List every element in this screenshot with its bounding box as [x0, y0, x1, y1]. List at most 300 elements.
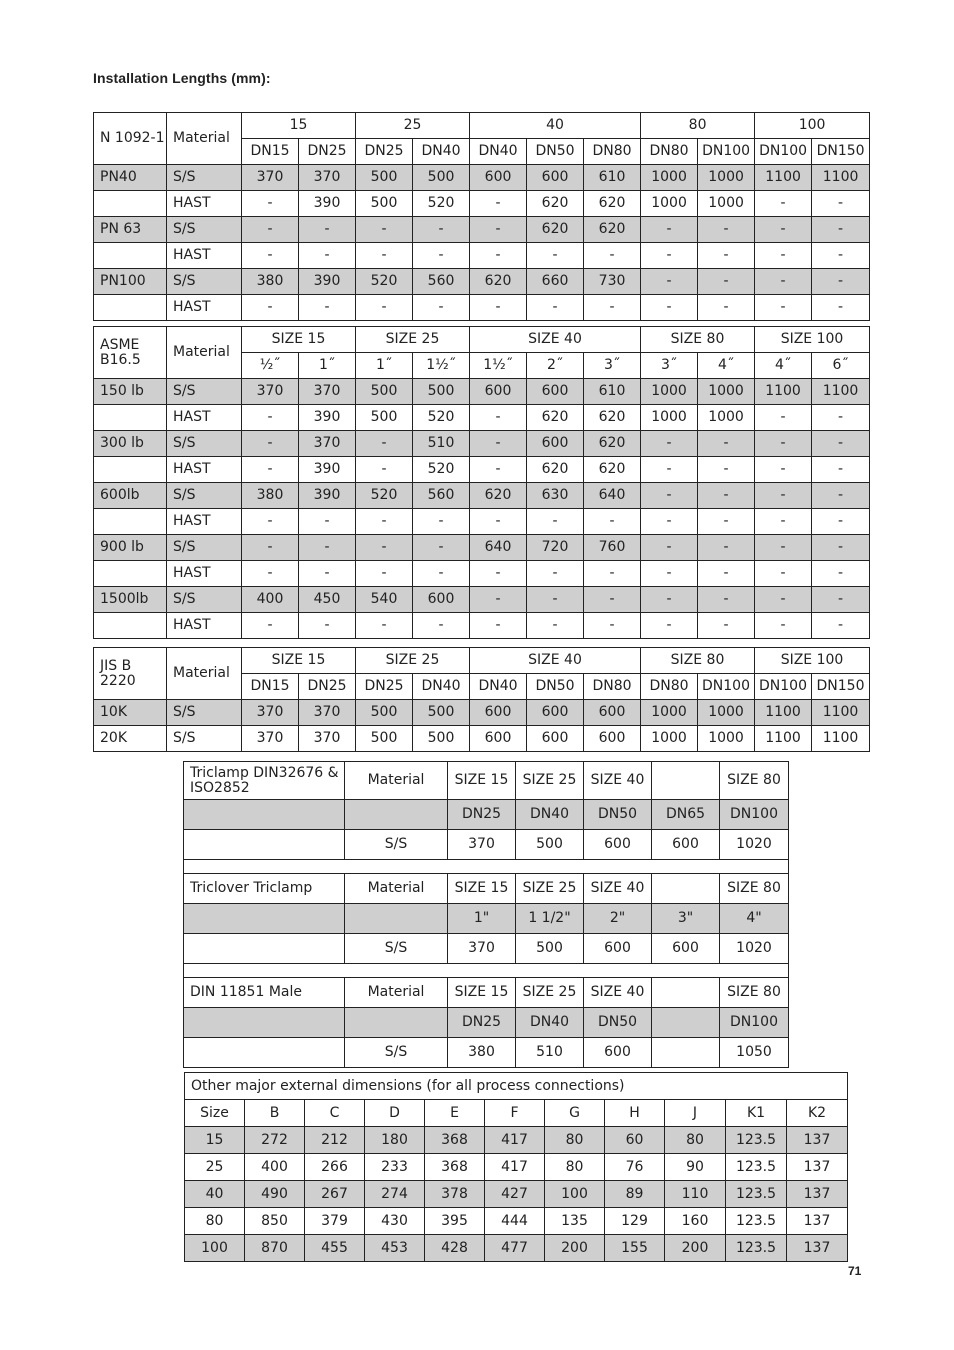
size-header: SIZE 25 — [356, 327, 470, 353]
length-cell: - — [470, 613, 527, 639]
pressure-rating — [94, 405, 167, 431]
length-cell: 500 — [356, 726, 413, 752]
dimension-cell: 368 — [425, 1127, 485, 1154]
pressure-rating: PN100 — [94, 269, 167, 295]
table-row — [94, 191, 870, 217]
dimensions-table — [184, 1072, 848, 1262]
dimension-cell: 850 — [245, 1208, 305, 1235]
pressure-rating — [94, 295, 167, 321]
length-cell: 500 — [413, 726, 470, 752]
material-cell: S/S — [345, 934, 448, 964]
length-cell: 1100 — [812, 379, 870, 405]
blank-cell — [184, 1038, 345, 1068]
material-header: Material — [167, 648, 242, 700]
jis-table — [93, 647, 870, 752]
length-cell: - — [812, 587, 870, 613]
size-header — [652, 874, 720, 904]
length-cell: - — [413, 217, 470, 243]
length-cell: 520 — [356, 269, 413, 295]
material-cell: S/S — [167, 483, 242, 509]
dimension-cell: 379 — [305, 1208, 365, 1235]
length-cell: - — [812, 295, 870, 321]
size-header: 40 — [470, 113, 641, 139]
size-header: SIZE 25 — [516, 978, 584, 1008]
size-header: SIZE 80 — [641, 327, 755, 353]
length-cell: 600 — [470, 700, 527, 726]
connection-header: 3" — [652, 904, 720, 934]
length-cell: - — [356, 561, 413, 587]
length-cell: - — [356, 243, 413, 269]
length-cell: - — [470, 243, 527, 269]
length-cell: - — [698, 431, 755, 457]
size-header — [652, 762, 720, 800]
length-cell: 600 — [652, 934, 720, 964]
length-cell: - — [470, 457, 527, 483]
pressure-rating: PN 63 — [94, 217, 167, 243]
length-cell: - — [242, 561, 299, 587]
length-cell: 620 — [527, 217, 584, 243]
length-cell: 600 — [527, 165, 584, 191]
length-cell: - — [242, 431, 299, 457]
size-header: SIZE 40 — [470, 648, 641, 674]
connection-header: DN40 — [413, 674, 470, 700]
length-cell: - — [698, 509, 755, 535]
length-cell: 510 — [413, 431, 470, 457]
length-cell: 620 — [584, 431, 641, 457]
blank-cell — [345, 1008, 448, 1038]
length-cell: - — [584, 587, 641, 613]
connection-header — [652, 1008, 720, 1038]
length-cell: 370 — [299, 431, 356, 457]
dimension-header: E — [425, 1100, 485, 1127]
pressure-rating: 300 lb — [94, 431, 167, 457]
length-cell: - — [584, 613, 641, 639]
dimension-cell: 200 — [545, 1235, 605, 1262]
dimension-header: K1 — [726, 1100, 787, 1127]
pressure-rating: PN40 — [94, 165, 167, 191]
size-header: SIZE 15 — [242, 327, 356, 353]
length-cell: 390 — [299, 191, 356, 217]
table-row — [94, 613, 870, 639]
length-cell: 1100 — [755, 700, 812, 726]
pressure-rating: 10K — [94, 700, 167, 726]
material-header: Material — [167, 113, 242, 165]
length-cell: - — [755, 561, 812, 587]
pressure-rating: 900 lb — [94, 535, 167, 561]
length-cell: - — [641, 217, 698, 243]
hygienic-connection-row — [184, 904, 789, 934]
length-cell: 1100 — [755, 165, 812, 191]
size-header: SIZE 15 — [448, 874, 516, 904]
connection-header: DN80 — [641, 674, 698, 700]
length-cell: 620 — [470, 269, 527, 295]
size-header: SIZE 100 — [755, 648, 870, 674]
length-cell: 600 — [584, 830, 652, 860]
dimension-cell: 123.5 — [726, 1181, 787, 1208]
length-cell: - — [413, 613, 470, 639]
length-cell: 370 — [242, 700, 299, 726]
length-cell: - — [755, 295, 812, 321]
hygienic-header-row — [184, 762, 789, 800]
length-cell: 560 — [413, 483, 470, 509]
dimension-cell: 90 — [665, 1154, 726, 1181]
size-header: 25 — [356, 113, 470, 139]
length-cell: 520 — [413, 405, 470, 431]
dimension-header: C — [305, 1100, 365, 1127]
length-cell: 1000 — [698, 379, 755, 405]
length-cell: - — [242, 191, 299, 217]
length-cell: - — [356, 535, 413, 561]
length-cell: - — [641, 295, 698, 321]
length-cell: - — [242, 457, 299, 483]
material-cell: HAST — [167, 613, 242, 639]
length-cell: - — [755, 587, 812, 613]
blank-cell — [184, 830, 345, 860]
length-cell: - — [698, 561, 755, 587]
size-header: SIZE 40 — [584, 874, 652, 904]
length-cell: - — [812, 191, 870, 217]
length-cell: 600 — [527, 726, 584, 752]
length-cell: 640 — [470, 535, 527, 561]
length-cell: 500 — [356, 165, 413, 191]
table-row — [94, 295, 870, 321]
length-cell: 620 — [584, 457, 641, 483]
connection-name: Triclamp DIN32676 & ISO2852 — [184, 762, 345, 800]
length-cell: 1100 — [812, 726, 870, 752]
hygienic-value-row — [184, 934, 789, 964]
length-cell: - — [356, 217, 413, 243]
connection-header: DN25 — [299, 139, 356, 165]
connection-header: DN25 — [299, 674, 356, 700]
length-cell: - — [527, 613, 584, 639]
hygienic-connection-row — [184, 1008, 789, 1038]
length-cell: - — [413, 561, 470, 587]
length-cell: - — [812, 535, 870, 561]
length-cell: 1000 — [641, 405, 698, 431]
length-cell: 620 — [584, 217, 641, 243]
dimension-cell: 137 — [787, 1208, 848, 1235]
connection-header: 2" — [584, 904, 652, 934]
size-header — [652, 978, 720, 1008]
length-cell: - — [755, 457, 812, 483]
table-row — [94, 509, 870, 535]
size-header: SIZE 25 — [356, 648, 470, 674]
dimension-cell: 110 — [665, 1181, 726, 1208]
length-cell: 620 — [470, 483, 527, 509]
length-cell: 760 — [584, 535, 641, 561]
length-cell: 1000 — [641, 700, 698, 726]
dimension-cell: 80 — [665, 1127, 726, 1154]
connection-header: DN100 — [755, 674, 812, 700]
length-cell: 500 — [356, 191, 413, 217]
pressure-rating — [94, 457, 167, 483]
pressure-rating — [94, 613, 167, 639]
dimension-cell: 135 — [545, 1208, 605, 1235]
length-cell: - — [641, 243, 698, 269]
dimension-cell: 155 — [605, 1235, 665, 1262]
length-cell: - — [299, 295, 356, 321]
dimension-cell: 477 — [485, 1235, 545, 1262]
connection-header: DN100 — [720, 1008, 789, 1038]
length-cell: 390 — [299, 483, 356, 509]
length-cell: 450 — [299, 587, 356, 613]
length-cell: 370 — [299, 379, 356, 405]
length-cell: - — [698, 243, 755, 269]
length-cell: - — [755, 483, 812, 509]
length-cell: - — [698, 613, 755, 639]
dimension-cell: 430 — [365, 1208, 425, 1235]
dimension-cell: 76 — [605, 1154, 665, 1181]
dimension-cell: 180 — [365, 1127, 425, 1154]
table-row — [94, 269, 870, 295]
length-cell: - — [812, 509, 870, 535]
connection-header: 3˝ — [641, 353, 698, 379]
length-cell: 600 — [413, 587, 470, 613]
length-cell: 610 — [584, 379, 641, 405]
size-header: SIZE 80 — [720, 978, 789, 1008]
dimension-cell: 453 — [365, 1235, 425, 1262]
length-cell: 500 — [413, 165, 470, 191]
dimension-cell: 137 — [787, 1127, 848, 1154]
dimension-cell: 137 — [787, 1181, 848, 1208]
connection-header: 3˝ — [584, 353, 641, 379]
length-cell: 600 — [584, 934, 652, 964]
length-cell: - — [470, 561, 527, 587]
hygienic-table — [183, 761, 789, 1068]
connection-header: DN150 — [812, 674, 870, 700]
dimension-cell: 89 — [605, 1181, 665, 1208]
spacer-cell — [184, 860, 789, 874]
connection-header: ½˝ — [242, 353, 299, 379]
material-cell: HAST — [167, 295, 242, 321]
blank-cell — [345, 800, 448, 830]
size-header: SIZE 15 — [242, 648, 356, 674]
length-cell: - — [812, 613, 870, 639]
page-heading: Installation Lengths (mm): — [93, 70, 271, 86]
table-row — [94, 726, 870, 752]
hygienic-value-row — [184, 830, 789, 860]
length-cell: 640 — [584, 483, 641, 509]
length-cell: - — [755, 269, 812, 295]
dimension-cell: 123.5 — [726, 1154, 787, 1181]
length-cell: 600 — [584, 700, 641, 726]
table-row — [94, 165, 870, 191]
length-cell: 610 — [584, 165, 641, 191]
size-header: SIZE 100 — [755, 327, 870, 353]
material-cell: HAST — [167, 405, 242, 431]
length-cell: 1000 — [698, 405, 755, 431]
page-number: 71 — [848, 1264, 862, 1278]
length-cell: - — [242, 613, 299, 639]
dimension-cell: 428 — [425, 1235, 485, 1262]
length-cell: 560 — [413, 269, 470, 295]
length-cell: - — [527, 587, 584, 613]
length-cell: - — [470, 431, 527, 457]
material-cell: HAST — [167, 243, 242, 269]
connection-header: 1 1/2" — [516, 904, 584, 934]
dimension-cell: 400 — [245, 1154, 305, 1181]
dimension-cell: 272 — [245, 1127, 305, 1154]
length-cell: 600 — [527, 379, 584, 405]
connection-header: 1½˝ — [470, 353, 527, 379]
length-cell: - — [584, 243, 641, 269]
standard-label: N 1092-1 — [94, 113, 167, 165]
length-cell: 1100 — [755, 726, 812, 752]
length-cell: - — [698, 535, 755, 561]
length-cell: - — [812, 431, 870, 457]
length-cell: - — [755, 535, 812, 561]
length-cell: - — [641, 561, 698, 587]
connection-header: 1½˝ — [413, 353, 470, 379]
table-row — [185, 1235, 848, 1262]
size-header: SIZE 15 — [448, 762, 516, 800]
hygienic-header-row — [184, 978, 789, 1008]
length-cell: 390 — [299, 457, 356, 483]
connection-header: DN25 — [448, 1008, 516, 1038]
length-cell: 600 — [584, 1038, 652, 1068]
dimension-header: J — [665, 1100, 726, 1127]
length-cell: 520 — [356, 483, 413, 509]
pressure-rating: 600lb — [94, 483, 167, 509]
length-cell: - — [755, 613, 812, 639]
length-cell: 1100 — [812, 700, 870, 726]
material-header: Material — [345, 762, 448, 800]
connection-header: DN25 — [448, 800, 516, 830]
dimension-cell: 160 — [665, 1208, 726, 1235]
dimension-cell: 417 — [485, 1127, 545, 1154]
dimension-cell: 123.5 — [726, 1127, 787, 1154]
length-cell: 380 — [242, 269, 299, 295]
dimension-cell: 200 — [665, 1235, 726, 1262]
connection-header: DN80 — [641, 139, 698, 165]
material-cell: S/S — [167, 379, 242, 405]
length-cell: 1000 — [698, 191, 755, 217]
connection-header: DN15 — [242, 674, 299, 700]
dimension-cell: 123.5 — [726, 1235, 787, 1262]
dimension-cell: 212 — [305, 1127, 365, 1154]
length-cell: 370 — [299, 700, 356, 726]
dimension-cell: 455 — [305, 1235, 365, 1262]
length-cell: 1000 — [698, 700, 755, 726]
length-cell: - — [470, 509, 527, 535]
hygienic-value-row — [184, 1038, 789, 1068]
length-cell: 730 — [584, 269, 641, 295]
length-cell: - — [413, 535, 470, 561]
length-cell: 620 — [527, 191, 584, 217]
length-cell: 1050 — [720, 1038, 789, 1068]
size-header: SIZE 25 — [516, 874, 584, 904]
length-cell: - — [470, 191, 527, 217]
hygienic-header-row — [184, 874, 789, 904]
length-cell: - — [698, 457, 755, 483]
dimensions-title: Other major external dimensions (for all process connections) — [185, 1073, 848, 1100]
en1092-table — [93, 112, 870, 321]
size-header: SIZE 40 — [584, 978, 652, 1008]
length-cell: 600 — [470, 379, 527, 405]
length-cell: 1020 — [720, 830, 789, 860]
connection-header: DN100 — [698, 674, 755, 700]
length-cell: - — [812, 405, 870, 431]
material-cell: S/S — [167, 165, 242, 191]
pressure-rating — [94, 191, 167, 217]
connection-header: 4˝ — [698, 353, 755, 379]
connection-header: DN50 — [584, 800, 652, 830]
length-cell: 600 — [527, 431, 584, 457]
dimension-cell: 123.5 — [726, 1208, 787, 1235]
table-row — [94, 457, 870, 483]
connection-header: DN80 — [584, 139, 641, 165]
blank-cell — [184, 904, 345, 934]
material-cell: S/S — [167, 535, 242, 561]
length-cell: - — [356, 295, 413, 321]
length-cell: - — [356, 431, 413, 457]
length-cell: - — [812, 483, 870, 509]
length-cell: 370 — [299, 726, 356, 752]
length-cell: - — [242, 509, 299, 535]
length-cell: - — [641, 587, 698, 613]
length-cell: - — [527, 243, 584, 269]
length-cell: - — [470, 295, 527, 321]
connection-header: 6˝ — [812, 353, 870, 379]
blank-cell — [184, 1008, 345, 1038]
material-cell: S/S — [167, 269, 242, 295]
dimension-cell: 266 — [305, 1154, 365, 1181]
length-cell: 380 — [448, 1038, 516, 1068]
size-header: SIZE 80 — [641, 648, 755, 674]
length-cell: - — [356, 613, 413, 639]
table-row — [185, 1181, 848, 1208]
length-cell: 500 — [516, 830, 584, 860]
pressure-rating — [94, 509, 167, 535]
dimension-cell: 427 — [485, 1181, 545, 1208]
length-cell: - — [812, 217, 870, 243]
length-cell — [652, 1038, 720, 1068]
connection-header: DN40 — [413, 139, 470, 165]
length-cell: 600 — [527, 700, 584, 726]
length-cell: 1000 — [641, 191, 698, 217]
blank-cell — [184, 934, 345, 964]
length-cell: - — [470, 587, 527, 613]
length-cell: - — [470, 217, 527, 243]
length-cell: - — [413, 295, 470, 321]
connection-header: DN15 — [242, 139, 299, 165]
connection-header: DN25 — [356, 139, 413, 165]
dimension-cell: 870 — [245, 1235, 305, 1262]
size-header: SIZE 40 — [470, 327, 641, 353]
length-cell: 600 — [470, 165, 527, 191]
size-header: SIZE 25 — [516, 762, 584, 800]
length-cell: 390 — [299, 405, 356, 431]
asme-table — [93, 326, 870, 639]
length-cell: - — [698, 217, 755, 243]
length-cell: 1000 — [698, 726, 755, 752]
length-cell: - — [413, 243, 470, 269]
dimension-header: D — [365, 1100, 425, 1127]
length-cell: 540 — [356, 587, 413, 613]
table-row — [185, 1127, 848, 1154]
length-cell: - — [755, 509, 812, 535]
length-cell: - — [641, 431, 698, 457]
connection-header: DN40 — [470, 674, 527, 700]
table-row — [94, 405, 870, 431]
dimension-header: K2 — [787, 1100, 848, 1127]
dimension-header: Size — [185, 1100, 245, 1127]
length-cell: 500 — [356, 700, 413, 726]
length-cell: - — [584, 509, 641, 535]
table-row — [94, 431, 870, 457]
length-cell: - — [755, 243, 812, 269]
size-header: SIZE 15 — [448, 978, 516, 1008]
